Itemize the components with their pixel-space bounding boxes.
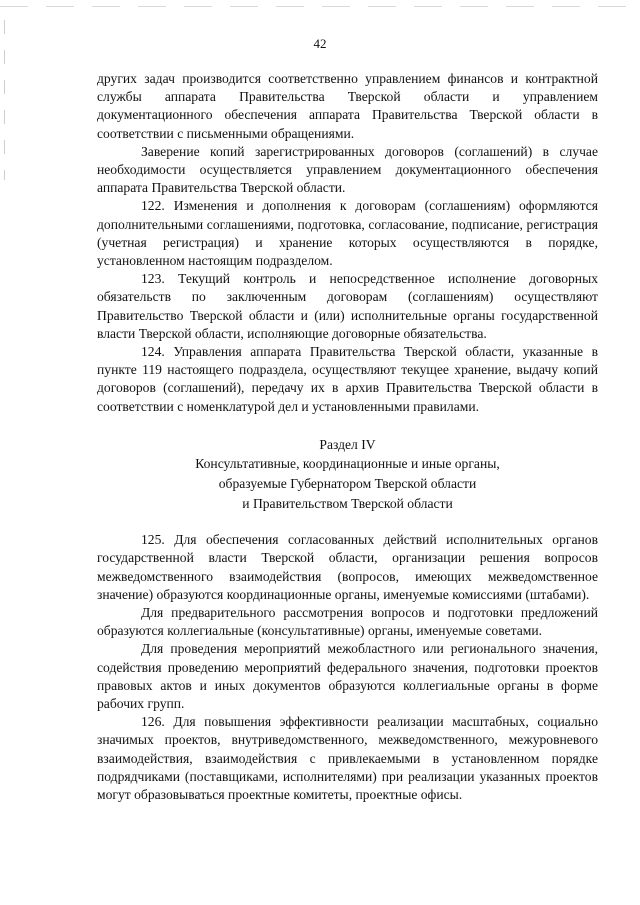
scan-edge-artifact [0,6,640,7]
paragraph-certification: Заверение копий зарегистрированных договоров (соглашений) в случае необходимости осуществляется управлением документационного обеспечения аппарата Правительства Тверской области. [97,143,598,196]
paragraph-126: 126. Для повышения эффективности реализации масштабных, социально значимых проектов, внутриведомственного, межведомственного, межуровневого взаимодействия, взаимодействия с привлекаемыми в установленном порядке подрядчиками (поставщиками, исполнителями) при реализации указанных проектов могут образовываться проектные комитеты, проектные офисы. [97,714,598,803]
paragraph-125: 125. Для обеспечения согласованных действий исполнительных органов государственной власти Тверской области, организации решения вопросов межведомственного взаимодействия (вопросов, имеющих межведомственное значение) образуются координационные органы, именуемые комиссиями (штабами). [97,532,598,602]
section-number: Раздел IV [319,436,376,452]
paragraph-continuation: других задач производится соответственно управлением финансов и контрактной службы аппарата Правительства Тверской области и управлением документационного обеспечения аппарата Правительства Тверской области в соответствии с письменными обращениями. [97,71,598,141]
paragraph-councils: Для предварительного рассмотрения вопросов и подготовки предложений образуются коллегиальные (консультативные) органы, именуемые советами. [97,605,598,639]
section-title-line-1: Консультативные, координационные и иные органы, [195,456,500,472]
paragraph-124: 124. Управления аппарата Правительства Тверской области, указанные в пункте 119 настоящего подраздела, осуществляют текущее хранение, выдачу копий договоров (соглашений), передачу их в архив Правительства Тверской области в соответствии с номенклатурой дел и установленными правилами. [97,344,598,414]
paragraph-122: 122. Изменения и дополнения к договорам (соглашениям) оформляются дополнительными соглашениями, подготовка, согласование, подписание, регистрация (учетная регистрация) и хранение которых осуществляются в порядке, установленном настоящим подразделом. [97,198,598,269]
section-title-line-2: образуемые Губернатором Тверской области [218,476,477,492]
page-number: 42 [313,36,327,51]
paragraph-working-groups: Для проведения мероприятий межобластного или регионального значения, содействия проведению мероприятий федерального значения, подготовки проектов правовых актов и иных документов образуются коллегиальные органы в форме рабочих групп. [97,641,598,712]
section-title-line-3: и Правительством Тверской области [242,495,453,511]
paragraph-123: 123. Текущий контроль и непосредственное исполнение договорных обязательств по заключенным договорам (соглашениям) осуществляют Правительство Тверской области и (или) исполнительные органы государственной власти Тверской области, исполняющие договорные обязательства. [97,271,598,341]
document-body [97,70,598,804]
section-heading [97,435,598,513]
